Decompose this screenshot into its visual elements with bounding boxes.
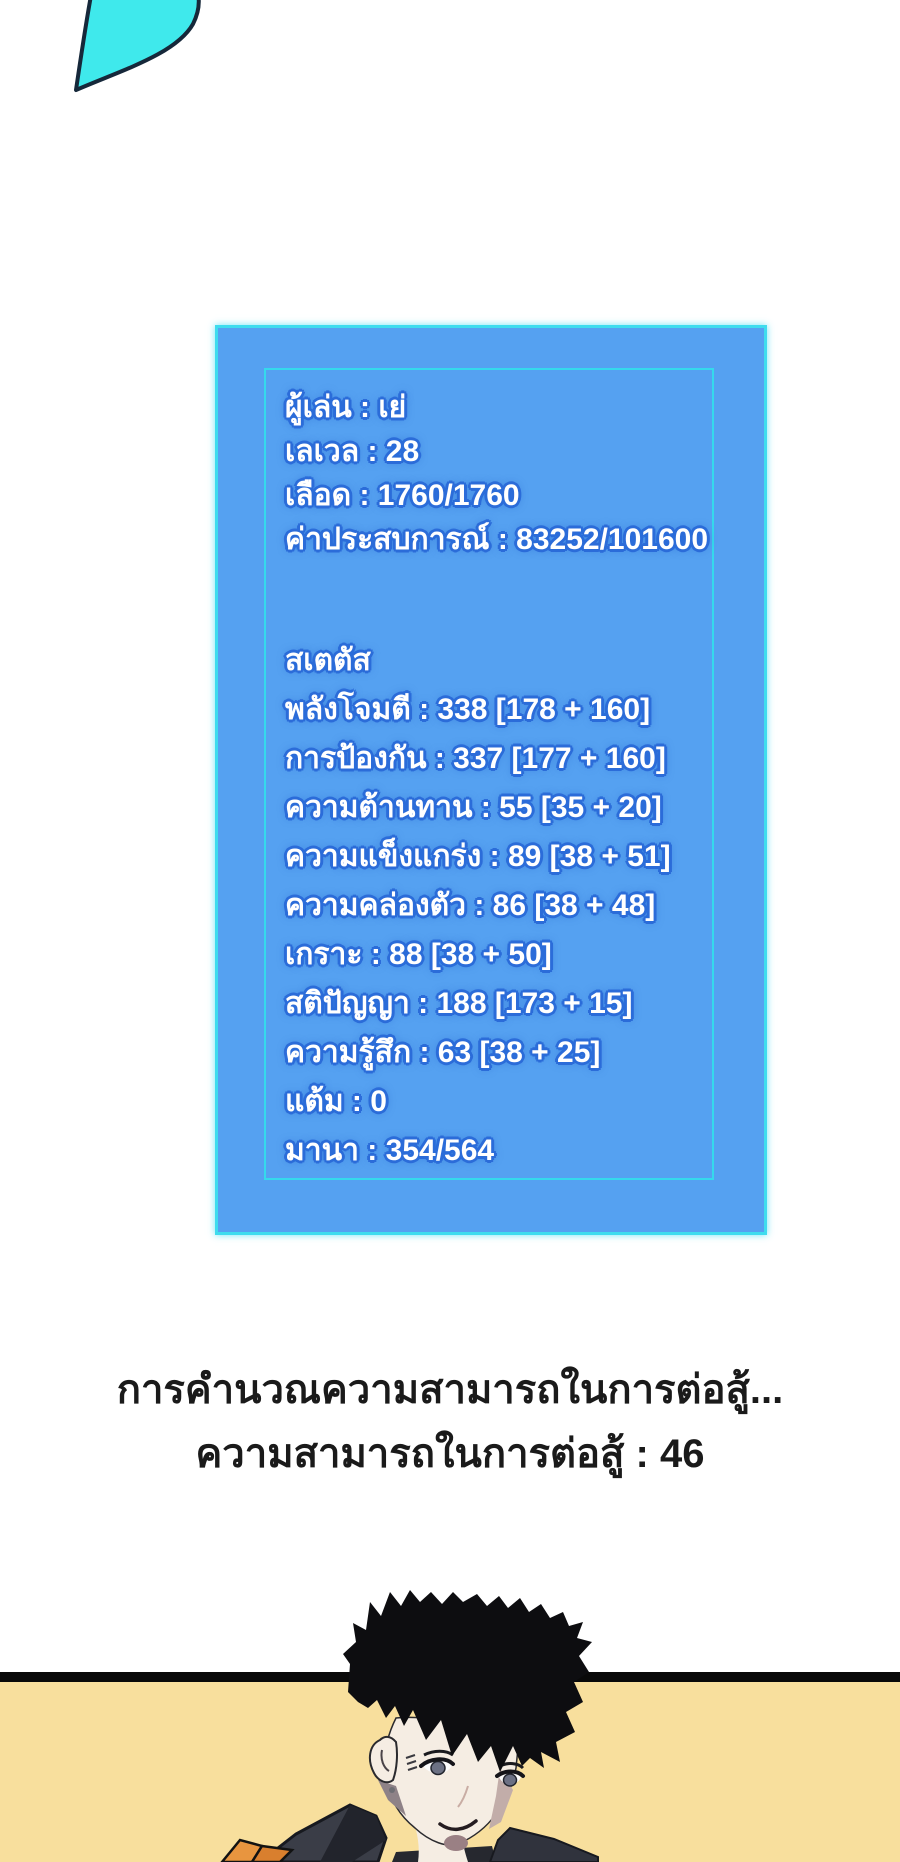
speech-bubble-tail-shape [0,0,260,130]
earring [389,1787,395,1793]
status-line-exp: ค่าประสบการณ์ : 83252/101600 [285,523,709,556]
caption-line-2: ความสามารถในการต่อสู้ : 46 [195,1432,705,1476]
status-line-agility: ความคล่องตัว : 86 [38 + 48] [285,889,656,922]
speech-bubble-tail [0,0,260,130]
right-eye-iris [504,1774,517,1786]
status-line-attack: พลังโจมตี : 338 [178 + 160] [285,693,651,726]
left-eye-iris [431,1762,445,1775]
ear [370,1737,397,1782]
status-info-block [285,386,734,562]
status-line-player: ผู้เล่น : เย่ [285,391,407,424]
caption [0,1358,900,1486]
status-line-defense: การป้องกัน : 337 [177 + 160] [285,742,666,775]
caption-line-1: การคำนวณความสามารถในการต่อสู้... [116,1368,784,1412]
status-line-mana: มานา : 354/564 [285,1134,495,1167]
status-line-hp: เลือด : 1760/1760 [285,479,520,512]
status-line-resistance: ความต้านทาน : 55 [35 + 20] [285,791,662,824]
status-line-level: เลเวล : 28 [285,435,420,468]
status-line-armor: เกราะ : 88 [38 + 50] [285,938,552,971]
character-portrait [200,1590,620,1862]
chin-shadow [444,1835,468,1851]
status-stats-block [285,636,734,1175]
status-header: สเตตัส [285,644,371,677]
status-window [215,325,767,1235]
status-line-strength: ความแข็งแกร่ง : 89 [38 + 51] [285,840,671,873]
status-line-points: แต้ม : 0 [285,1085,387,1118]
status-line-intelligence: สติปัญญา : 188 [173 + 15] [285,987,633,1020]
collar-right [490,1828,598,1862]
status-line-sense: ความรู้สึก : 63 [38 + 25] [285,1036,601,1069]
